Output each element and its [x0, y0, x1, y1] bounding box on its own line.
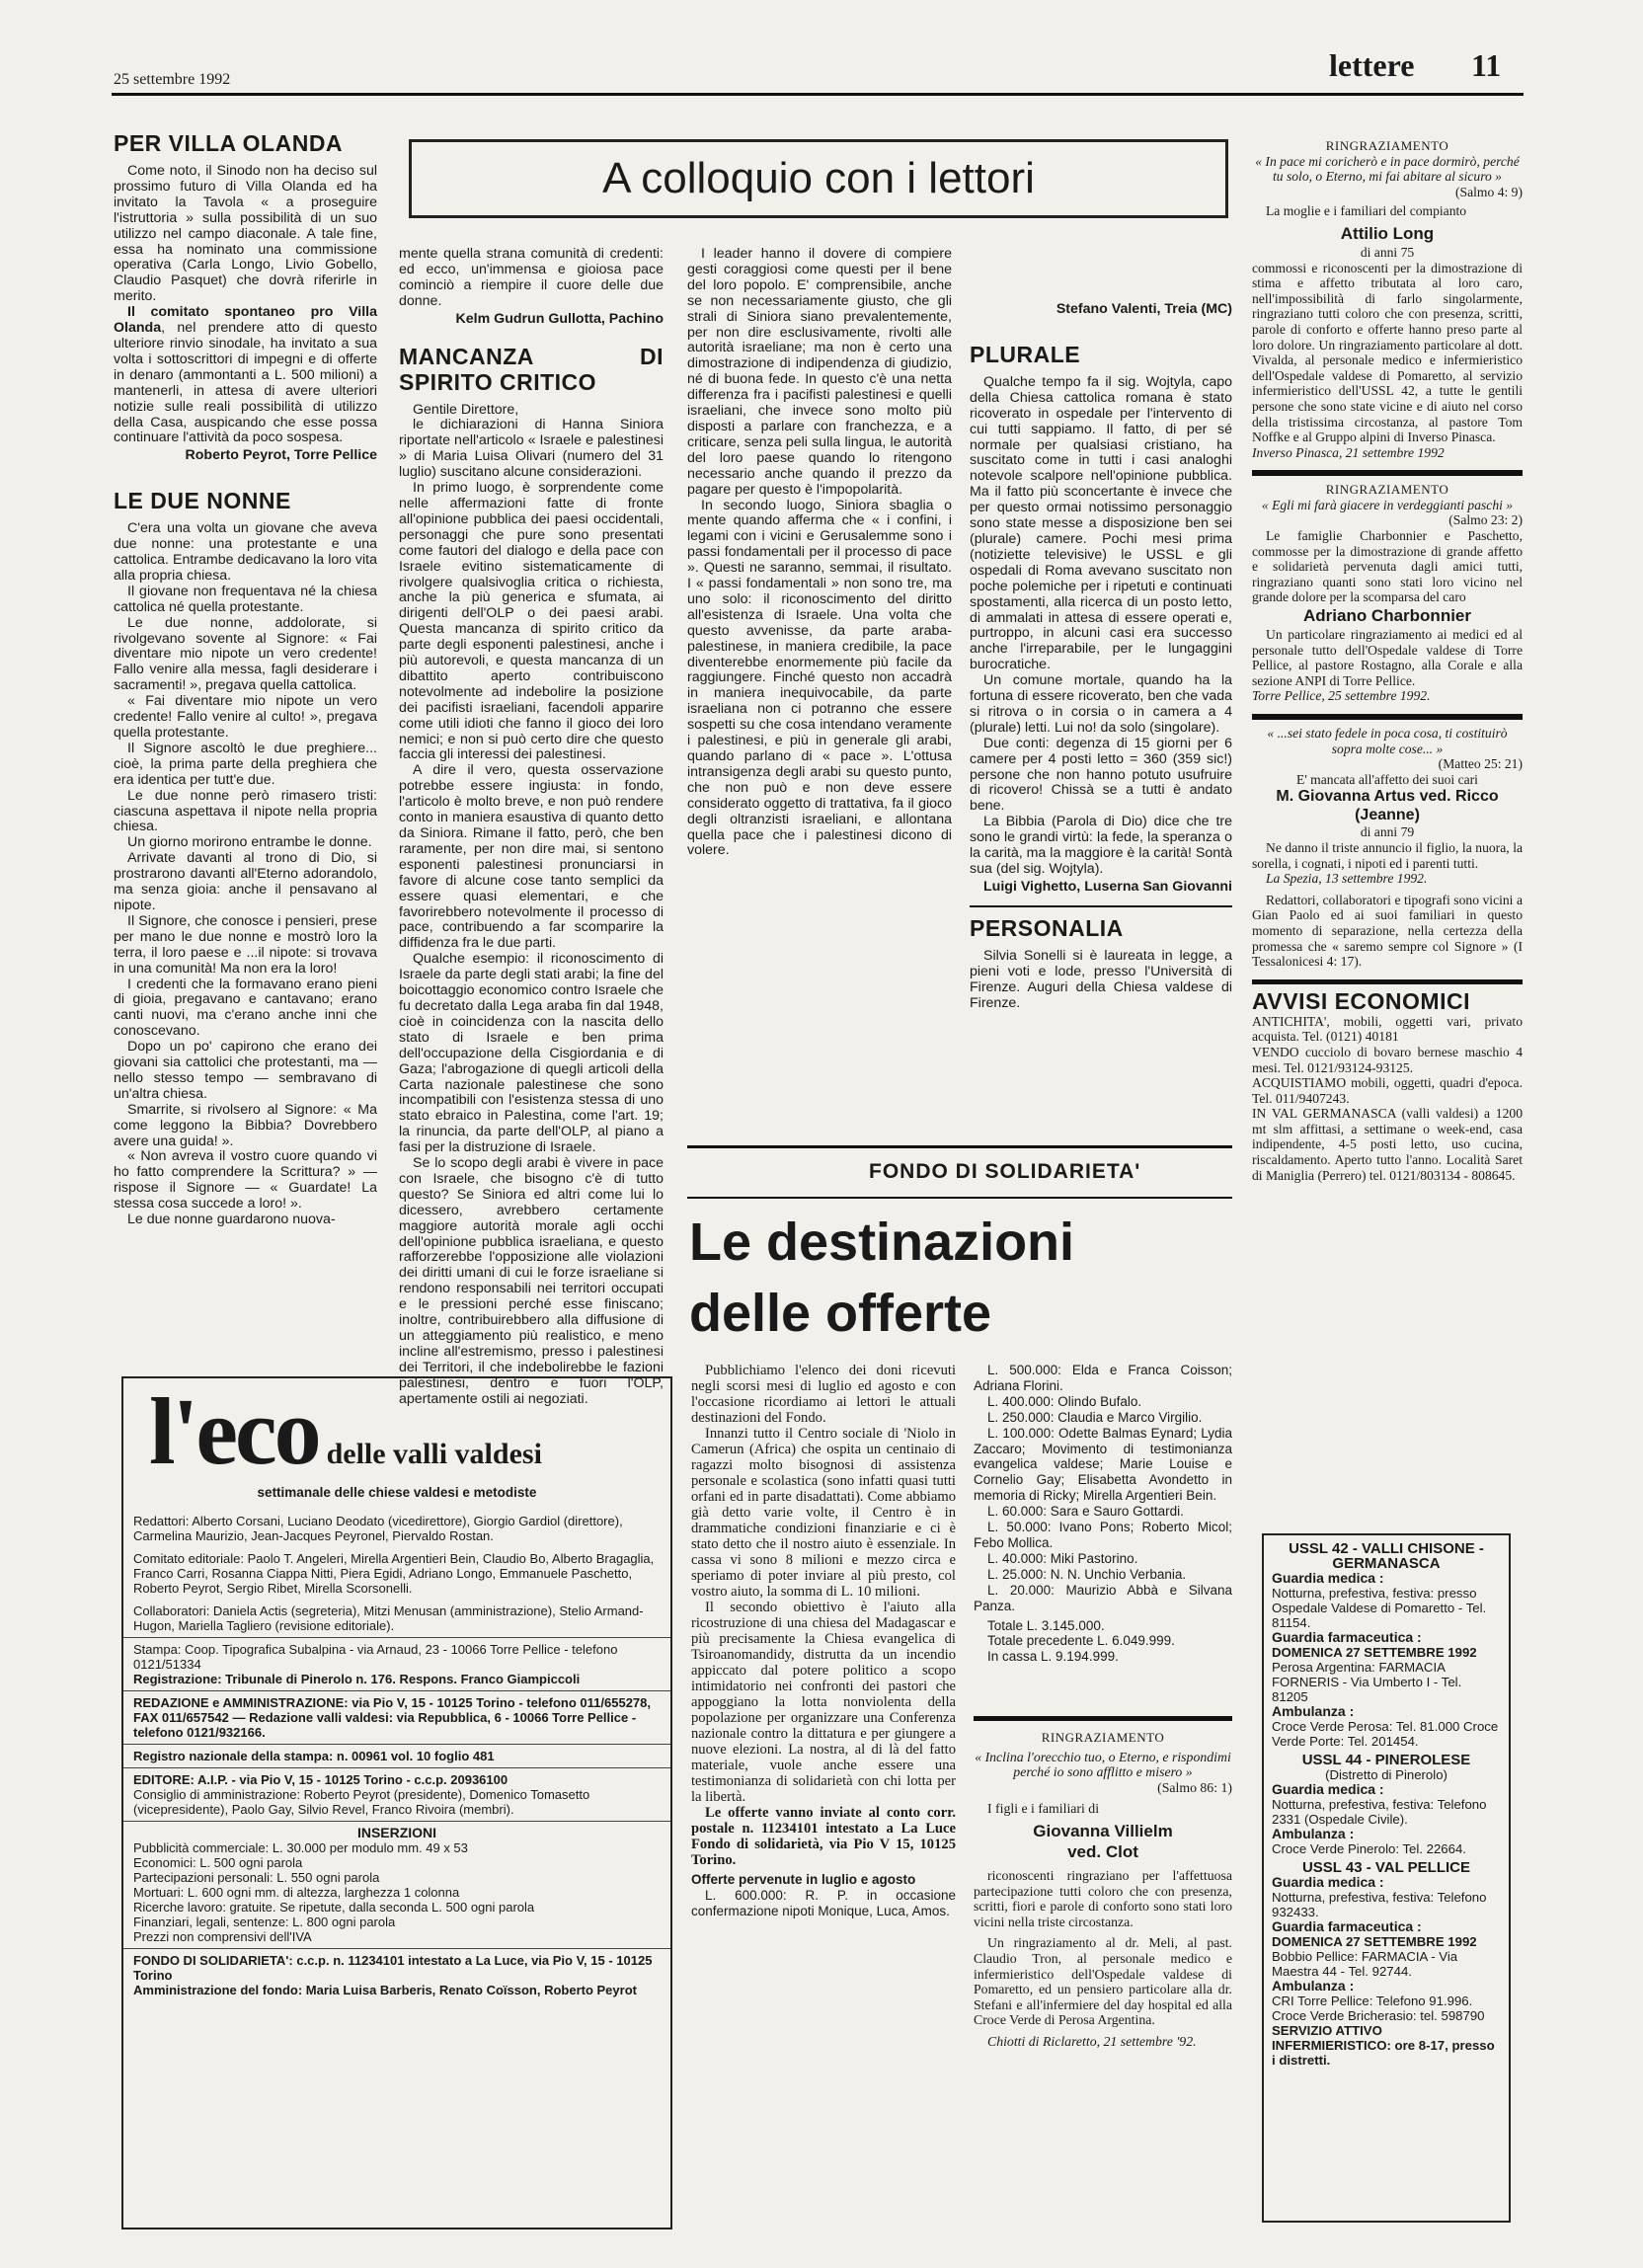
due-nonne-title: LE DUE NONNE: [114, 488, 291, 514]
ussl44-amb-label: Ambulanza :: [1272, 1826, 1355, 1841]
eco-registrazione: Registrazione: Tribunale di Pinerolo n. 176. Respons. Franco Giampiccoli: [133, 1672, 581, 1686]
ring-charbonnier-text1: Le famiglie Charbonnier e Paschetto, commosse per la dimostrazione di grande affetto e solidarietà pervenuta dagli amici tutti, ringraziano quanti sono stati loro vicino nel grande dolore per la scomparsa del caro: [1252, 528, 1523, 605]
col-4: [970, 247, 1232, 1116]
personalia-title: PERSONALIA: [970, 914, 1124, 941]
ussl43-title: USSL 43 - VAL PELLICE: [1301, 1859, 1471, 1876]
fondo-p: Il secondo obiettivo è l'aiuto alla ricostruzione di una chiesa del Madagascar e più precisamente la Chiesa evangelica di Tsiroanomandidy, distrutta da un incendio appiccato dal potere politico a scopo intimidatorio nei confronti dei pastori che appoggiano la lotta nonviolenta della popolazione per organizzare una Conferenza nazionale contro la dittatura e per giungere a nuove elezioni. La nostra, al di là del fatto materiale, vuole anche essere una testimonianza di solidarietà con chi lotta per la libertà.: [691, 1600, 956, 1805]
offerta-item: L. 250.000: Claudia e Marco Virgilio.: [987, 1409, 1203, 1425]
offerta-item: L. 600.000: R. P. in occasione confermazione nipoti Monique, Luca, Amos.: [691, 1888, 956, 1918]
ring-giovanna-ref: (Salmo 86: 1): [1157, 1779, 1232, 1795]
ring-giovanna-p1: riconoscenti ringraziano per l'affettuosa partecipazione tutti coloro che con presenza, scritti, fiori e parole di conforto sono stati loro vicini nella triste circostanza.: [974, 1867, 1232, 1929]
avviso-item: VENDO cucciolo di bovaro bernese maschio 4 mesi. Tel. 0121/93124-93125.: [1252, 1044, 1523, 1075]
spirito-critico-p: In primo luogo, è sorprendente come nelle affermazioni fatte di fronte all'opinione pubblica dei paesi occidentali, personaggi che pure sono presentati come fautori del dialogo e della pace con Israele evitino sistematicamente di rivolgere qualsivoglia critica o richiesta, anche la più generica e sfumata, ai dirigenti dell'OLP o dei paesi arabi. Questa mancanza di spirito critico da parte degli esponenti palestinesi, anche i più autorevoli, e questa mancanza di un dibattito aperto contribuiscono notevolmente ad indebolire la posizione dei pacifisti israeliani, facendoli apparire come utili idioti che fanno il gioco dei loro nemici; e non si può certo dire che questo faccia gli interessi dei palestinesi.: [399, 480, 664, 763]
eco-collaboratori: Collaboratori: Daniela Actis (segreteria), Mitzi Menusan (amministrazione), Stelio Armand-Hugon, Mariella Tagliero (revisione editoriale).: [133, 1603, 644, 1633]
spirito-critico-greeting: Gentile Direttore,: [413, 401, 519, 418]
eco-inserzione: Finanziari, legali, sentenze: L. 800 ogni parola: [133, 1915, 396, 1929]
ring-giovanna-head: RINGRAZIAMENTO: [1041, 1730, 1165, 1745]
eco-redattori: Redattori: Alberto Corsani, Luciano Deodato (vicedirettore), Giorgio Gardiol (direttore), Carmelina Maurizio, Jean-Jacques Peyronel, Piervaldo Rostan.: [133, 1514, 623, 1543]
spirito-critico-signature: Stefano Valenti, Treia (MC): [1056, 301, 1232, 317]
giovanna-top-rule: [974, 1716, 1232, 1721]
offerta-item: L. 40.000: Miki Pastorino.: [987, 1550, 1138, 1566]
fondo-col-b: [974, 1363, 1232, 1738]
ring-long-rule: [1252, 470, 1523, 476]
offerta-item: L. 400.000: Olindo Bufalo.: [987, 1393, 1142, 1409]
eco-inserzione: Prezzi non comprensivi dell'IVA: [133, 1929, 312, 1944]
eco-amministrazione: Amministrazione del fondo: Maria Luisa Barberis, Renato Coïsson, Roberto Peyrot: [133, 1983, 637, 1997]
villa-olanda-title: PER VILLA OLANDA: [114, 130, 344, 156]
ussl43-gf-label: Guardia farmaceutica :: [1272, 1918, 1422, 1934]
eco-editore-text: EDITORE: A.I.P. - via Pio V, 15 - 10125 Torino - c.c.p. 20936100: [133, 1772, 509, 1787]
eco-stampa-text: Stampa: Coop. Tipografica Subalpina - via Arnaud, 23 - 10066 Torre Pellice - telefono 0121/51334: [133, 1642, 618, 1672]
page-number: 11: [1471, 47, 1502, 83]
plurale-p: La Bibbia (Parola di Dio) dice che tre sono le grandi virtù: la fede, la speranza o la carità, ma la maggiore è la carità! Sontà sua (del sig. Wojtyla).: [970, 814, 1232, 877]
personalia-text: Silvia Sonelli si è laureata in legge, a pieni voti e lode, presso l'Università di Firenze. Auguri della Chiesa valdese di Firenze.: [970, 947, 1232, 1011]
right-col: [1252, 138, 1523, 1264]
banner-title: A colloquio con i lettori: [602, 154, 1035, 202]
avvisi-rule: [1252, 979, 1523, 984]
offerta-item: L. 25.000: N. N. Unchio Verbania.: [987, 1566, 1187, 1582]
fondo-p: Pubblichiamo l'elenco dei doni ricevuti negli scorsi mesi di luglio ed agosto e con l'occasione ricordiamo ai lettori le attuali destinazioni del Fondo.: [691, 1363, 956, 1426]
plurale-signature: Luigi Vighetto, Luserna San Giovanni: [983, 878, 1232, 895]
header-rule: [112, 93, 1524, 96]
ring-long-text: commossi e riconoscenti per la dimostrazione di stima e affetto tributata al loro caro, nell'impossibilità di farlo singolarmente, ringraziano tutti coloro che con presenza, scritti, parole di conforto e offerte hanno preso parte al loro dolore. Un ringraziamento particolare al dott. Vivalda, al personale medico e infermieristico dell'Ospedale valdese di Pomaretto, al servizio infermieristico dell'USSL 42, a tutte le gentili persone che sono state vicine e di aiuto nel corso della tristissima circostanza, al pastore Tom Noffke e al Gruppo alpini di Inverso Pinasca.: [1252, 260, 1523, 445]
ring-charbonnier-head: RINGRAZIAMENTO: [1325, 482, 1449, 498]
col-2: [399, 246, 664, 1407]
eco-inserzione: Economici: L. 500 ogni parola: [133, 1855, 303, 1870]
ring-giovanna: [974, 1730, 1232, 2233]
eco-fondo: [123, 1948, 670, 2001]
villa-olanda-p1: Come noto, il Sinodo non ha deciso sul prossimo futuro di Villa Olanda ed ha invitato la Tavola « a proseguire l'istruttoria » sulla possibilità di un suo utilizzo nel campo diaconale. A tale fine, essa ha nominato una commissione operativa (Carla Longo, Livio Gobello, Claudio Pasquet) che dovrà riferirle in merito.: [114, 163, 377, 305]
spirito-critico-p: A dire il vero, questa osservazione potrebbe essere ingiusta: in fondo, l'articolo è molto breve, e non può rendere conto in maniera esaustiva di quanto detto da Siniora. Rimane il fatto, però, che ben raramente, per non dire mai, si sentono esponenti palestinesi pronunciarsi in favore di alcune cose tanto semplici da essere quasi elementari, e che favorirebbero notevolmente il processo di pace, contribuendo a far scomparire la diffidenza fra le due parti.: [399, 762, 664, 952]
eco-redazione: REDAZIONE e AMMINISTRAZIONE: via Pio V, 15 - 10125 Torino - telefono 011/655278, FAX 011/657542 — Redazione valli valdesi: via Repubblica, 6 - 10066 Torre Pellice - telefono 0121/932166.: [123, 1690, 670, 1744]
ring-giovanna-verse: « Inclina l'orecchio tuo, o Eterno, e rispondimi perché io sono afflitto e misero »: [975, 1749, 1231, 1780]
eco-inserzione: Ricerche lavoro: gratuite. Se ripetute, dalla seconda L. 500 ogni parola: [133, 1900, 535, 1915]
eco-fondo-text: FONDO DI SOLIDARIETA': c.c.p. n. 11234101 intestato a La Luce, via Pio V, 15 - 10125 Torino: [133, 1953, 653, 1983]
ussl43-date: DOMENICA 27 SETTEMBRE 1992: [1272, 1934, 1477, 1949]
ussl42-amb-text: Croce Verde Perosa: Tel. 81.000 Croce Verde Porte: Tel. 201454.: [1272, 1719, 1499, 1749]
ricco-redazione: Redattori, collaboratori e tipografi sono vicini a Gian Paolo ed ai suoi familiari in questo momento di separazione, nella certezza della promessa che « saremo sempre col Signore » (I Tessalonicesi 4: 17).: [1252, 892, 1523, 970]
spirito-critico-title: MANCANZA DI SPIRITO CRITICO: [399, 343, 664, 395]
ring-long-verse: « In pace mi coricherò e in pace dormirò, perché tu solo, o Eterno, mi fai abitare al sicuro »: [1255, 153, 1520, 185]
ussl43-amb-label: Ambulanza :: [1272, 1978, 1355, 1994]
offerta-item: L. 50.000: Ivano Pons; Roberto Micol; Febo Mollica.: [974, 1520, 1232, 1550]
ussl42-title: USSL 42 - VALLI CHISONE - GERMANASCA: [1289, 1540, 1484, 1572]
ring-long-name: Attilio Long: [1340, 223, 1435, 243]
ussl43-gf-text: Bobbio Pellice: FARMACIA - Via Maestra 44 - Tel. 92744.: [1272, 1949, 1458, 1979]
ussl44-title: USSL 44 - PINEROLESE: [1301, 1752, 1471, 1768]
ricco-age: di anni 79: [1360, 824, 1415, 840]
eco-logo: [123, 1378, 670, 1483]
offerta-item: L. 60.000: Sara e Sauro Gottardi.: [987, 1504, 1184, 1520]
due-nonne-continuation: mente quella strana comunità di credenti: ed ecco, un'immensa e gioiosa pace cominciò a riempire il cuore delle due donne.: [399, 246, 664, 309]
ussl42-amb-label: Ambulanza :: [1272, 1703, 1355, 1719]
eco-comitato: Comitato editoriale: Paolo T. Angeleri, Mirella Argentieri Bein, Claudio Bo, Alberto Bragaglia, Franco Carri, Rosanna Ciappa Nitti, Piera Egidi, Adriano Longo, Emmanuele Paschetto, Roberto Peyrot, Sergio Ribet, Mirella Scorsonelli.: [133, 1551, 655, 1596]
ussl42-gf-label: Guardia farmaceutica :: [1272, 1629, 1422, 1645]
ring-giovanna-name-2: ved. Clot: [1067, 1841, 1138, 1861]
ring-giovanna-name-1: Giovanna Villielm: [1033, 1821, 1173, 1840]
spirito-critico-p: Qualche esempio: il riconoscimento di Israele da parte degli stati arabi; la fine del boicottaggio economico contro Israele che fu decretato dalla Lega araba fin dal 1948, cioè in coincidenza con la nascita dello stato di Israele e ben prima dell'occupazione della Cisgiordania e di Gaza; l'abrogazione di quegli articoli della Carta nazionale palestinese che sono incompatibili con l'esistenza stessa di uno stato ebraico in Palestina, come l'art. 19; la rinuncia, da parte dell'OLP, al piano a fasi per la distruzione di Israele.: [399, 951, 664, 1156]
ring-long-head: RINGRAZIAMENTO: [1325, 138, 1449, 153]
ussl42-gf-text: Perosa Argentina: FARMACIA FORNERIS - Via Umberto I - Tel. 81205: [1272, 1660, 1462, 1704]
ussl44-amb-text: Croce Verde Pinerolo: Tel. 22664.: [1272, 1841, 1466, 1856]
avviso-item: IN VAL GERMANASCA (valli valdesi) a 1200 mt slm affittasi, a settimane o week-end, casa indipendente, 4-5 posti letto, uso cucina, riscaldamento. Aperto tutto l'anno. Località Saret di Maniglia (Perrero) tel. 0121/803134 - 808645.: [1252, 1106, 1523, 1183]
ring-charbonnier-ref: (Salmo 23: 2): [1448, 512, 1523, 528]
ring-long-age: di anni 75: [1360, 244, 1415, 260]
ricco-ref: (Matteo 25: 21): [1438, 756, 1523, 772]
ussl42-date: DOMENICA 27 SETTEMBRE 1992: [1272, 1645, 1477, 1660]
ring-charbonnier-name: Adriano Charbonnier: [1302, 606, 1471, 626]
ricco-intro: E' mancata all'affetto dei suoi cari: [1296, 771, 1478, 787]
ring-giovanna-place: Chiotti di Riclaretto, 21 settembre '92.: [987, 2033, 1197, 2049]
ussl42-gm-text: Notturna, prefestiva, festiva: presso Ospedale Valdese di Pomaretto - Tel. 81154.: [1272, 1586, 1487, 1630]
plurale-p: Qualche tempo fa il sig. Wojtyla, capo della Chiesa cattolica romana è stato ricoverato in ospedale per l'intervento di cui tutti sappiamo. Il fatto, di per sé normale per qualsiasi cristiano, ha suscitato come in tutti i casi analoghi notevole scalpore nell'opinione pubblica. Ma il fatto più sconcertante è invece che per questo ormai notissimo personaggio sono state messe a disposizione ben sei (plurale) camere. Pochi mesi prima (notiziette televisive) le USSL e gli ospedali di Roma avevano suscitato non poche polemiche per i ripetuti e continuati spostamenti, alla ricerca di un posto letto, di ammalati in attesa di essere operati e, purtroppo, in alcuni casi era successo anche l'irreparabile, per le lungaggini burocratiche.: [970, 373, 1232, 673]
avviso-item: ANTICHITA', mobili, oggetti vari, privato acquista. Tel. (0121) 40181: [1252, 1013, 1523, 1045]
ussl42-gm-label: Guardia medica :: [1272, 1570, 1384, 1586]
eco-subtitle: settimanale delle chiese valdesi e metodiste: [257, 1485, 537, 1500]
ring-giovanna-p2: Un ringraziamento al dr. Meli, al past. Claudio Tron, al personale medico e infermieristico dell'Ospedale valdese di Pomaretto, ed un pensiero particolare alla dr. Stefani e all'infermiere del day hospital ed alla Croce Verde di Perosa Argentina.: [974, 1935, 1232, 2028]
spirito-critico-p: Se lo scopo degli arabi è vivere in pace con Israele, che bisogno c'è di tutto questo? Se Siniora ed altri come lui lo dicessero, avrebbero certamente maggiore autorità morale agli occhi dell'opinione pubblica israeliana, e questo rafforzerebbe l'opposizione alle violazioni dei diritti umani di cui le forze israeliane si rendono responsabili nei territori occupati e le pressioni perché esse finiscano; inoltre, contribuirebbero alla diffusione di un atteggiamento più realistico, e meno incline all'estremismo, presso i palestinesi dei Territori, il che indebolirebbe le fazioni palestinesi, dentro e fuori l'OLP, apertamente ostili ai negoziati.: [399, 1155, 664, 1407]
fondo-headline-1: Le destinazioni: [689, 1212, 1075, 1272]
ricco-name: M. Giovanna Artus ved. Ricco (Jeanne): [1276, 788, 1499, 824]
ring-long-place: Inverso Pinasca, 21 settembre 1992: [1252, 444, 1445, 460]
col-1: [114, 130, 377, 1355]
spirito-critico-p: I leader hanno il dovere di compiere gesti coraggiosi come questi per il bene del loro popolo. E' comprensibile, anche se non necessariamente giusto, che gli strali di Siniora siano prevalentemente, per non dire esclusivamente, rivolti alle autorità israeliane; ma non è certo una dimostrazione di indipendenza di giudizio, né di buona fede. In questo c'è una netta differenza fra i pacifisti palestinesi e quelli israeliani, che invece sono molto più disposti a parlare con franchezza, e a criticare, senza peli sulla lingua, le autorità del loro paese quando lo ritengono necessario anche quando il prezzo da pagare per questo è l'impopolarità.: [687, 246, 952, 498]
eco-logo-big: l'eco: [149, 1378, 319, 1484]
eco-logo-small: delle valli valdesi: [326, 1438, 542, 1470]
plurale-title: PLURALE: [970, 341, 1081, 367]
ring-charbonnier-verse: « Egli mi farà giacere in verdeggianti paschi »: [1261, 497, 1514, 512]
eco-inserzione: Partecipazioni personali: L. 550 ogni parola: [133, 1870, 380, 1885]
ring-charbonnier-text2: Un particolare ringraziamento ai medici ed al personale tutto dell'Ospedale valdese di Torre Pellice, al pastore Rostagno, alla Corale e alla sezione ANPI di Torre Pellice.: [1252, 627, 1523, 688]
col-3: [687, 247, 952, 1116]
fondo-p: Le offerte vanno inviate al conto corr. postale n. 11234101 intestato a La Luce Fondo di solidarietà, via Pio V 15, 10125 Torino.: [691, 1805, 956, 1868]
offerte-title: Offerte pervenute in luglio e agosto: [691, 1872, 916, 1887]
eco-stampa: [123, 1637, 670, 1690]
ring-long-intro: La moglie e i familiari del compianto: [1266, 203, 1467, 219]
offerta-item: L. 500.000: Elda e Franca Coisson; Adriana Florini.: [974, 1363, 1232, 1393]
offerta-item: L. 20.000: Maurizio Abbà e Silvana Panza.: [974, 1582, 1232, 1613]
fondo-kicker-rule: [687, 1197, 1232, 1199]
ricco-verse: « ...sei stato fedele in poca cosa, ti costituirò sopra molte cose... »: [1267, 726, 1508, 756]
ussl44-sub: (Distretto di Pinerolo): [1325, 1767, 1447, 1782]
fondo-col-a: [691, 1363, 956, 2231]
eco-registro: Registro nazionale della stampa: n. 00961 vol. 10 foglio 481: [123, 1744, 670, 1767]
fondo-headline-2: delle offerte: [689, 1284, 992, 1343]
issue-date: 25 settembre 1992: [114, 71, 231, 88]
spirito-critico-p: le dichiarazioni di Hanna Siniora riportate nell'articolo « Israele e palestinesi » di Maria Luisa Olivari (numero del 31 luglio) suscitano alcune considerazioni.: [399, 417, 664, 481]
ring-long-ref: (Salmo 4: 9): [1455, 184, 1523, 199]
spirito-critico-p: In secondo luogo, Siniora sbaglia o mente quando afferma che « i confini, i legami con i vicini e Gerusalemme sono i passi fondamentali per il processo di pace ». Questi ne saranno, semmai, il risultato. I « passi fondamentali » non sono tre, ma uno solo: il riconoscimento del diritto all'esistenza di Israele. Una volta che questo avvenisse, da parte araba-palestinese, in maniera credibile, la pace diventerebbe enormemente più facile da raggiungere. Finché questo non accadrà in maniera inequivocabile, da parte israeliana non ci potranno che essere sospetti su che cosa intendano veramente i palestinesi, e più in generale gli arabi, quando parlano di « pace ». L'ottusa intransigenza degli arabi su questo punto, che non può e non deve essere considerato oggetto di trattativa, fa il gioco degli oltranzisti israeliani, e allontana quella pace che i palestinesi dicono di volere.: [687, 497, 952, 859]
offerte-totale-precedente: Totale precedente L. 6.049.999.: [987, 1633, 1175, 1649]
villa-olanda-p2: Il comitato spontaneo pro Villa Olanda, nel prendere atto di questo ulteriore rinvio sinodale, ha invitato a sua volta i sottoscrittori di impegni e di offerte in denaro (ammontanti a L. 500 milioni) a mantenerli, in attesa di avere ulteriori notizie sulle reali possibilità di utilizzo della Casa, auspicando che esse possa continuare l'attività da poco sospesa.: [114, 304, 377, 446]
ring-charbonnier-rule: [1252, 714, 1523, 720]
due-nonne-body: C'era una volta un giovane che aveva due nonne: una protestante e una cattolica. Entrambe dedicavano la loro vita alla propria chiesa. Il giovane non frequentava né la chiesa cattolica né quella protestante. Le due nonne, addolorate, si rivolgevano sovente al Signore: « Fai diventare mio nipote un vero credente! Fallo venire alla messa, fagli desiderare i sacramenti! », pregava quella cattolica. « Fai diventare mio nipote un vero credente! Fallo venire al culto! », pregava quella protestante. Il Signore ascoltò le due preghiere... cioè, la prima parte della preghiera che era identica per tutt'e due. Le due nonne però rimasero tristi: ciascuna aspettava il nipote nella propria chiesa. Un giorno morirono entrambe le donne. Arrivate davanti al trono di Dio, si prostrarono davanti all'Eterno adorandolo, ma senza gioia: anche il pensavano al nipote. Il Signore, che conosce i pensieri, prese per mano le due nonne e mostrò loro la terra, il loro paese e ...il nipote: si trovava in una comunità! Ma non era la loro! I credenti che la formavano erano pieni di gioia, pregavano e cantavano; erano canti nuovi, ma c'erano anche inni che conoscevano. Dopo un po' capirono che erano dei giovani sia cattolici che protestanti, ma — nello stesso tempo — sembravano di un'altra chiesa. Smarrite, si rivolsero al Signore: « Ma come leggono la Bibbia? Dovrebbero avere una guida! ». « Non avreva il vostro cuore quando vi ho fatto comprendere la Scrittura? » — rispose il Signore — « Guardate! La stessa cosa succede a loro! ». Le due nonne guardarono nuova-: [114, 520, 377, 1228]
ussl43-amb-text: CRI Torre Pellice: Telefono 91.996. Croce Verde Bricherasio: tel. 598790: [1272, 1994, 1485, 2023]
ussl-box: [1262, 1533, 1511, 2223]
avviso-item: ACQUISTIAMO mobili, oggetti, quadri d'epoca. Tel. 011/9407243.: [1252, 1075, 1523, 1106]
eco-editore: [123, 1767, 670, 1821]
ring-giovanna-intro: I figli e i familiari di: [987, 1801, 1100, 1817]
avvisi-title: AVVISI ECONOMICI: [1252, 987, 1470, 1014]
ussl43-gm-label: Guardia medica :: [1272, 1874, 1384, 1890]
eco-inserzioni: [123, 1821, 670, 1948]
fondo-top-rule: [687, 1145, 1232, 1148]
eco-consiglio: Consiglio di amministrazione: Roberto Peyrot (presidente), Domenico Tomasetto (vicepresidente), Paolo Gay, Silvio Revel, Franco Rivoira (membri).: [133, 1787, 590, 1817]
eco-inserzione: Pubblicità commerciale: L. 30.000 per modulo mm. 49 x 53: [133, 1840, 468, 1855]
personalia-rule: [970, 905, 1232, 907]
plurale-p: Un comune mortale, quando ha la fortuna di essere ricoverato, ben che vada si ritrova o in corsia o in camera a 4 (plurale) letti. Lui no! da solo (singolare).: [970, 672, 1232, 736]
ricco-text: Ne danno il triste annuncio il figlio, la nuora, la sorella, i cognati, i nipoti ed i parenti tutti.: [1252, 839, 1523, 871]
due-nonne-signature: Kelm Gudrun Gullotta, Pachino: [455, 310, 664, 327]
eco-inserzione: Mortuari: L. 600 ogni mm. di altezza, larghezza 1 colonna: [133, 1885, 460, 1900]
ussl44-gm-text: Notturna, prefestiva, festiva: Telefono 2331 (Ospedale Civile).: [1272, 1797, 1487, 1827]
plurale-p: Due conti: degenza di 15 giorni per 6 camere per 4 posti letto = 360 (359 sic!) persone che non hanno potuto usufruire di ricovero! Chissà se a tutti è andato bene.: [970, 735, 1232, 815]
ussl43-gm-text: Notturna, prefestiva, festiva: Telefono 932433.: [1272, 1890, 1487, 1919]
offerte-in-cassa: In cassa L. 9.194.999.: [987, 1649, 1119, 1665]
eco-inserzioni-title: INSERZIONI: [356, 1825, 437, 1840]
ussl44-gm-label: Guardia medica :: [1272, 1781, 1384, 1797]
fondo-p: Innanzi tutto il Centro sociale di 'Niolo in Camerun (Africa) che ospita un centinaio di ragazzi molto bisognosi di assistenza personale e scolastica (sono infatti quasi tutti orfani ed in parte disadattati). Come abbiamo già detto varie volte, il Centro è in drammatiche condizioni finanziarie e ci è stato detto che il nostro aiuto è essenziale. In cassa vi sono 8 milioni e mezzo circa e speriamo di poter inviare al più presto, col vostro aiuto, la somma di L. 10 milioni.: [691, 1426, 956, 1600]
ricco-place: La Spezia, 13 settembre 1992.: [1266, 871, 1428, 887]
eco-masthead-box: [121, 1376, 672, 2229]
offerte-totale: Totale L. 3.145.000.: [987, 1617, 1105, 1633]
offerta-item: L. 100.000: Odette Balmas Eynard; Lydia Zaccaro; Movimento di testimonianza evangelica valdese; Marie Louise e Cornelio Gay; Elisabetta Avondetto in memoria di Ricky; Mirella Argentieri Bein.: [974, 1425, 1232, 1504]
section-name: lettere: [1329, 47, 1415, 83]
banner-box: [409, 139, 1228, 218]
ring-charbonnier-place: Torre Pellice, 25 settembre 1992.: [1252, 688, 1431, 704]
fondo-kicker: FONDO DI SOLIDARIETA': [869, 1160, 1141, 1183]
villa-olanda-signature: Roberto Peyrot, Torre Pellice: [185, 447, 377, 464]
ussl43-servizio: SERVIZIO ATTIVO INFERMIERISTICO: ore 8-17, presso i distretti.: [1272, 2023, 1495, 2068]
